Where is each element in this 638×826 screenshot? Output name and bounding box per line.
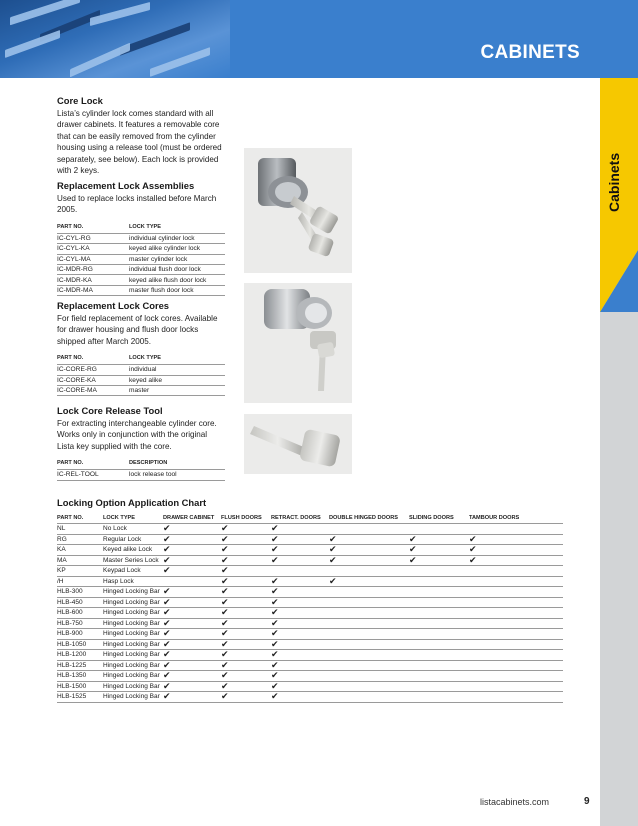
cylinder-lock-photo	[244, 148, 352, 273]
check-mark-icon: ✔	[163, 555, 221, 566]
lock-type: Keyed alike Lock	[103, 545, 163, 556]
empty-cell	[329, 671, 409, 682]
check-mark-icon: ✔	[271, 650, 329, 661]
lock-type: Hinged Locking Bar	[103, 618, 163, 629]
col-part-no: PART NO.	[57, 223, 84, 230]
empty-cell	[469, 681, 563, 692]
check-mark-icon: ✔	[163, 597, 221, 608]
empty-cell	[409, 629, 469, 640]
empty-cell	[469, 660, 563, 671]
check-mark-icon: ✔	[163, 587, 221, 598]
empty-cell	[271, 566, 329, 577]
col-flush-doors: FLUSH DOORS	[221, 515, 262, 521]
check-mark-icon: ✔	[329, 555, 409, 566]
check-mark-icon: ✔	[271, 629, 329, 640]
chart-title: Locking Option Application Chart	[57, 497, 207, 508]
part-no: HLB-1200	[57, 650, 103, 661]
core-lock-title: Core Lock	[57, 95, 103, 106]
replacement-assemblies-section	[57, 180, 225, 296]
empty-cell	[409, 639, 469, 650]
check-mark-icon: ✔	[163, 618, 221, 629]
check-mark-icon: ✔	[271, 597, 329, 608]
check-mark-icon: ✔	[163, 692, 221, 703]
check-mark-icon: ✔	[271, 681, 329, 692]
part-no: HLB-450	[57, 597, 103, 608]
table-row	[57, 264, 225, 274]
page-number: 9	[584, 796, 590, 807]
check-mark-icon: ✔	[163, 534, 221, 545]
part-no: IC-MDR-MA	[57, 285, 129, 295]
table-row	[57, 566, 563, 577]
empty-cell	[329, 597, 409, 608]
empty-cell	[469, 597, 563, 608]
part-no: IC-CYL-RG	[57, 233, 129, 243]
table-row	[57, 470, 225, 480]
empty-cell	[409, 650, 469, 661]
table-row	[57, 545, 563, 556]
lock-type: master	[129, 386, 225, 396]
empty-cell	[329, 660, 409, 671]
lock-type: Hasp Lock	[103, 576, 163, 587]
col-retract-doors: RETRACT. DOORS	[271, 515, 321, 521]
table-row	[57, 233, 225, 243]
empty-cell	[409, 618, 469, 629]
check-mark-icon: ✔	[271, 524, 329, 535]
lock-type: individual cylinder lock	[129, 233, 225, 243]
part-no: IC-REL-TOOL	[57, 470, 129, 480]
header-drawer-photo	[0, 0, 230, 78]
col-part-no: PART NO.	[57, 460, 84, 467]
col-tambour-doors: TAMBOUR DOORS	[469, 515, 520, 521]
replacement-cores-title: Replacement Lock Cores	[57, 300, 170, 311]
check-mark-icon: ✔	[221, 650, 271, 661]
lock-type: Hinged Locking Bar	[103, 587, 163, 598]
part-no: KA	[57, 545, 103, 556]
empty-cell	[329, 639, 409, 650]
part-no: HLB-900	[57, 629, 103, 640]
check-mark-icon: ✔	[221, 660, 271, 671]
lock-type: keyed alike flush door lock	[129, 275, 225, 285]
table-row	[57, 629, 563, 640]
lock-type: Hinged Locking Bar	[103, 671, 163, 682]
chart-header-row	[57, 515, 563, 524]
check-mark-icon: ✔	[163, 629, 221, 640]
check-mark-icon: ✔	[163, 524, 221, 535]
col-lock-type: LOCK TYPE	[129, 223, 162, 230]
part-no: HLB-1500	[57, 681, 103, 692]
replacement-assemblies-description: Used to replace locks installed before March 2005.	[57, 194, 217, 215]
table-row	[57, 365, 225, 375]
table-row	[57, 555, 563, 566]
empty-cell	[329, 650, 409, 661]
check-mark-icon: ✔	[221, 597, 271, 608]
check-mark-icon: ✔	[409, 545, 469, 556]
section-title: CABINETS	[480, 42, 580, 63]
release-tool-description: For extracting interchangeable cylinder core. Works only in conjunction with the original Lista key supplied with the core.	[57, 419, 217, 451]
empty-cell	[469, 639, 563, 650]
check-mark-icon: ✔	[409, 534, 469, 545]
lock-type: Regular Lock	[103, 534, 163, 545]
part-no: IC-CORE-RG	[57, 365, 129, 375]
check-mark-icon: ✔	[163, 608, 221, 619]
table-row	[57, 254, 225, 264]
part-no: IC-CYL-MA	[57, 254, 129, 264]
check-mark-icon: ✔	[221, 618, 271, 629]
part-no: KP	[57, 566, 103, 577]
lock-core-photo	[244, 283, 352, 403]
part-no: NL	[57, 524, 103, 535]
lock-type: Hinged Locking Bar	[103, 650, 163, 661]
lock-type: master cylinder lock	[129, 254, 225, 264]
empty-cell	[329, 681, 409, 692]
check-mark-icon: ✔	[469, 545, 563, 556]
empty-cell	[469, 576, 563, 587]
check-mark-icon: ✔	[469, 534, 563, 545]
empty-cell	[469, 566, 563, 577]
check-mark-icon: ✔	[329, 534, 409, 545]
side-tab-blue-corner	[600, 250, 638, 312]
replacement-cores-table	[57, 355, 225, 396]
replacement-assemblies-title: Replacement Lock Assemblies	[57, 180, 195, 191]
core-lock-section	[57, 95, 225, 176]
check-mark-icon: ✔	[221, 587, 271, 598]
empty-cell	[409, 660, 469, 671]
empty-cell	[409, 681, 469, 692]
check-mark-icon: ✔	[221, 555, 271, 566]
lock-type: keyed alike	[129, 375, 225, 385]
part-no: HLB-750	[57, 618, 103, 629]
part-no: IC-CORE-MA	[57, 386, 129, 396]
table-row	[57, 618, 563, 629]
check-mark-icon: ✔	[271, 692, 329, 703]
replacement-cores-description: For field replacement of lock cores. Available for drawer housing and flush door locks shipped after March 2005.	[57, 314, 218, 346]
footer-url[interactable]: listacabinets.com	[480, 797, 550, 807]
check-mark-icon: ✔	[271, 576, 329, 587]
empty-cell	[409, 671, 469, 682]
check-mark-icon: ✔	[163, 681, 221, 692]
check-mark-icon: ✔	[221, 671, 271, 682]
part-no: HLB-600	[57, 608, 103, 619]
lock-type: master flush door lock	[129, 285, 225, 295]
empty-cell	[329, 629, 409, 640]
check-mark-icon: ✔	[271, 618, 329, 629]
check-mark-icon: ✔	[221, 639, 271, 650]
empty-cell	[469, 608, 563, 619]
lock-type: Hinged Locking Bar	[103, 639, 163, 650]
empty-cell	[329, 618, 409, 629]
release-tool-photo	[244, 414, 352, 474]
check-mark-icon: ✔	[221, 629, 271, 640]
table-row	[57, 692, 563, 703]
table-row	[57, 534, 563, 545]
check-mark-icon: ✔	[271, 639, 329, 650]
empty-cell	[329, 608, 409, 619]
empty-cell	[163, 576, 221, 587]
check-mark-icon: ✔	[271, 671, 329, 682]
check-mark-icon: ✔	[163, 639, 221, 650]
empty-cell	[469, 650, 563, 661]
table-row	[57, 244, 225, 254]
check-mark-icon: ✔	[469, 555, 563, 566]
lock-type: Hinged Locking Bar	[103, 681, 163, 692]
empty-cell	[469, 629, 563, 640]
empty-cell	[469, 671, 563, 682]
check-mark-icon: ✔	[163, 660, 221, 671]
col-sliding-doors: SLIDING DOORS	[409, 515, 454, 521]
check-mark-icon: ✔	[271, 555, 329, 566]
col-drawer-cabinet: DRAWER CABINET	[163, 515, 215, 521]
col-description: DESCRIPTION	[129, 460, 168, 467]
empty-cell	[409, 524, 469, 535]
check-mark-icon: ✔	[163, 671, 221, 682]
check-mark-icon: ✔	[221, 608, 271, 619]
lock-type: Master Series Lock	[103, 555, 163, 566]
empty-cell	[409, 692, 469, 703]
empty-cell	[409, 608, 469, 619]
empty-cell	[329, 566, 409, 577]
check-mark-icon: ✔	[163, 650, 221, 661]
table-row	[57, 386, 225, 396]
lock-type: Hinged Locking Bar	[103, 629, 163, 640]
lock-type: keyed alike cylinder lock	[129, 244, 225, 254]
release-tool-section	[57, 405, 225, 481]
table-row	[57, 524, 563, 535]
check-mark-icon: ✔	[221, 576, 271, 587]
lock-type: No Lock	[103, 524, 163, 535]
empty-cell	[469, 618, 563, 629]
part-no: HLB-1525	[57, 692, 103, 703]
col-lock-type: LOCK TYPE	[129, 355, 162, 362]
replacement-cores-section	[57, 300, 225, 396]
check-mark-icon: ✔	[221, 681, 271, 692]
check-mark-icon: ✔	[221, 545, 271, 556]
lock-type: Hinged Locking Bar	[103, 597, 163, 608]
lock-type: Hinged Locking Bar	[103, 660, 163, 671]
empty-cell	[329, 587, 409, 598]
replacement-assemblies-table	[57, 224, 225, 296]
empty-cell	[409, 587, 469, 598]
part-no: IC-MDR-KA	[57, 275, 129, 285]
side-tab-label: Cabinets	[606, 152, 622, 212]
lock-type: Keypad Lock	[103, 566, 163, 577]
check-mark-icon: ✔	[221, 566, 271, 577]
release-tool-table	[57, 460, 225, 480]
part-no: HLB-1350	[57, 671, 103, 682]
description: lock release tool	[129, 470, 225, 480]
col-double-hinged-doors: DOUBLE HINGED DOORS	[329, 515, 398, 521]
part-no: HLB-300	[57, 587, 103, 598]
part-no: RG	[57, 534, 103, 545]
check-mark-icon: ✔	[329, 576, 409, 587]
table-row	[57, 639, 563, 650]
empty-cell	[329, 692, 409, 703]
empty-cell	[409, 576, 469, 587]
col-part-no: PART NO.	[57, 355, 84, 362]
empty-cell	[469, 692, 563, 703]
check-mark-icon: ✔	[409, 555, 469, 566]
check-mark-icon: ✔	[329, 545, 409, 556]
table-row	[57, 587, 563, 598]
lock-type: Hinged Locking Bar	[103, 692, 163, 703]
table-row	[57, 650, 563, 661]
empty-cell	[409, 566, 469, 577]
release-tool-title: Lock Core Release Tool	[57, 405, 163, 416]
part-no: /H	[57, 576, 103, 587]
check-mark-icon: ✔	[221, 524, 271, 535]
empty-cell	[409, 597, 469, 608]
lock-type: Hinged Locking Bar	[103, 608, 163, 619]
chart-body	[57, 524, 563, 703]
locking-option-chart	[57, 515, 563, 703]
part-no: HLB-1050	[57, 639, 103, 650]
col-part-no: PART NO.	[57, 515, 84, 521]
check-mark-icon: ✔	[271, 660, 329, 671]
table-row	[57, 681, 563, 692]
check-mark-icon: ✔	[271, 534, 329, 545]
table-row	[57, 608, 563, 619]
table-row	[57, 597, 563, 608]
lock-type: individual	[129, 365, 225, 375]
part-no: HLB-1225	[57, 660, 103, 671]
col-lock-type: LOCK TYPE	[103, 515, 136, 521]
table-row	[57, 576, 563, 587]
part-no: MA	[57, 555, 103, 566]
table-row	[57, 660, 563, 671]
lock-type: individual flush door lock	[129, 264, 225, 274]
empty-cell	[469, 524, 563, 535]
check-mark-icon: ✔	[271, 545, 329, 556]
table-row	[57, 375, 225, 385]
side-tab-grey	[600, 250, 638, 826]
core-lock-description: Lista’s cylinder lock comes standard with all drawer cabinets. It features a removable core that can be easily removed from the cylinder housing using a release tool (must be ordered separately, see below). Each lock is provided with 2 keys.	[57, 109, 222, 176]
part-no: IC-CORE-KA	[57, 375, 129, 385]
check-mark-icon: ✔	[271, 587, 329, 598]
check-mark-icon: ✔	[163, 566, 221, 577]
check-mark-icon: ✔	[221, 692, 271, 703]
part-no: IC-CYL-KA	[57, 244, 129, 254]
check-mark-icon: ✔	[163, 545, 221, 556]
table-row	[57, 671, 563, 682]
check-mark-icon: ✔	[221, 534, 271, 545]
table-row	[57, 285, 225, 295]
part-no: IC-MDR-RG	[57, 264, 129, 274]
empty-cell	[469, 587, 563, 598]
table-row	[57, 275, 225, 285]
check-mark-icon: ✔	[271, 608, 329, 619]
empty-cell	[329, 524, 409, 535]
